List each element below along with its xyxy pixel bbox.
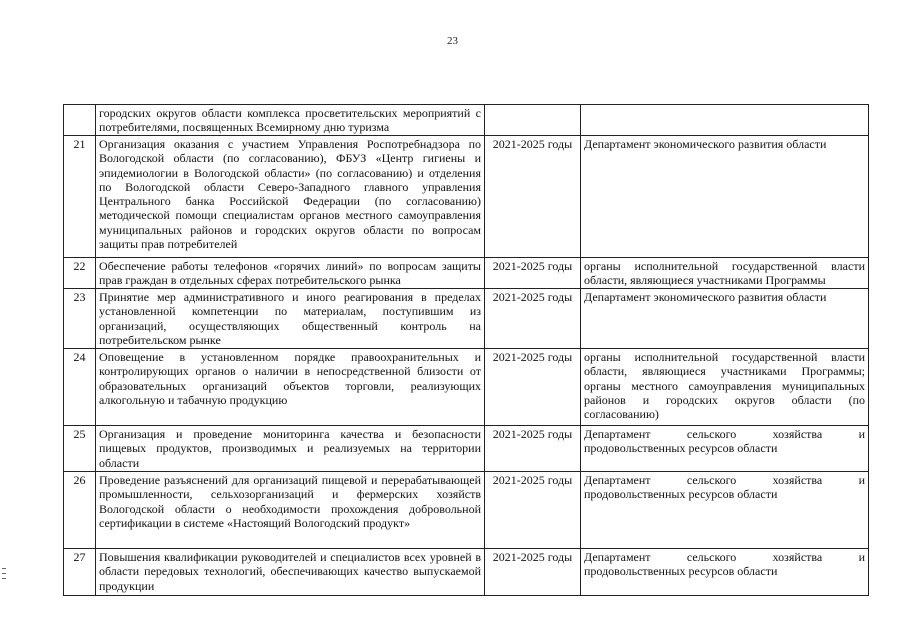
table-row <box>64 105 869 136</box>
table-row <box>64 258 869 289</box>
responsible: Департамент экономического развития области <box>581 289 869 349</box>
period: 2021-2025 годы <box>485 426 581 472</box>
measure-text: Повышения квалификации руководителей и специалистов всех уровней в области передовых технологий, обеспечивающих качество выпускаемой продукции <box>96 549 485 596</box>
row-number <box>64 105 96 136</box>
period: 2021-2025 годы <box>485 289 581 349</box>
period: 2021-2025 годы <box>485 349 581 426</box>
row-number: 21 <box>64 136 96 258</box>
responsible: Департамент экономического развития области <box>581 136 869 258</box>
responsible: Департамент сельского хозяйства и продовольственных ресурсов области <box>581 426 869 472</box>
measure-text: Проведение разъяснений для организаций пищевой и перерабатывающей промышленности, сельхозорганизаций и фермерских хозяйств Вологодской области о необходимости прохождения добровольной сертификации в системе «Настоящий Вологодский продукт» <box>96 472 485 549</box>
table-row <box>64 549 869 596</box>
row-number: 23 <box>64 289 96 349</box>
measure-text: Организация и проведение мониторинга качества и безопасности пищевых продуктов, производимых и реализуемых на территории области <box>96 426 485 472</box>
measure-text: Оповещение в установленном порядке правоохранительных и контролирующих органов о наличии в непосредственной близости от образовательных организаций объектов торговли, реализующих алкогольную и табачную продукцию <box>96 349 485 426</box>
responsible: Департамент сельского хозяйства и продовольственных ресурсов области <box>581 549 869 596</box>
measure-text: Обеспечение работы телефонов «горячих линий» по вопросам защиты прав граждан в отдельных сферах потребительского рынка <box>96 258 485 289</box>
margin-marks <box>2 568 7 588</box>
table-row <box>64 349 869 426</box>
row-number: 25 <box>64 426 96 472</box>
row-number: 27 <box>64 549 96 596</box>
period: 2021-2025 годы <box>485 136 581 258</box>
program-measures-table <box>63 104 869 596</box>
responsible: Департамент сельского хозяйства и продовольственных ресурсов области <box>581 472 869 549</box>
table-row <box>64 426 869 472</box>
measure-text: Принятие мер административного и иного реагирования в пределах установленной компетенции по материалам, поступившим из организаций, осуществляющих общественный контроль на потребительском рынке <box>96 289 485 349</box>
responsible <box>581 105 869 136</box>
table-row <box>64 136 869 258</box>
period <box>485 105 581 136</box>
period: 2021-2025 годы <box>485 258 581 289</box>
period: 2021-2025 годы <box>485 549 581 596</box>
table-row <box>64 472 869 549</box>
measure-text: городских округов области комплекса просветительских мероприятий с потребителями, посвященных Всемирному дню туризма <box>96 105 485 136</box>
responsible: органы исполнительной государственной власти области, являющиеся участниками Программы <box>581 258 869 289</box>
table-row <box>64 289 869 349</box>
measure-text: Организация оказания с участием Управления Роспотребнадзора по Вологодской области (по согласованию), ФБУЗ «Центр гигиены и эпидемиологии в Вологодской области» (по согласованию) и отделения по Вологодской области Северо-Западного главного управления Центрального банка Российской Федерации (по согласованию) методической помощи специалистам органов местного самоуправления муниципальных районов и городских округов области по вопросам защиты прав потребителей <box>96 136 485 258</box>
responsible: органы исполнительной государственной власти области, являющиеся участниками Программы; органы местного самоуправления муниципальных районов и городских округов области (по согласованию) <box>581 349 869 426</box>
period: 2021-2025 годы <box>485 472 581 549</box>
row-number: 26 <box>64 472 96 549</box>
row-number: 22 <box>64 258 96 289</box>
row-number: 24 <box>64 349 96 426</box>
page-number: 23 <box>447 35 458 47</box>
